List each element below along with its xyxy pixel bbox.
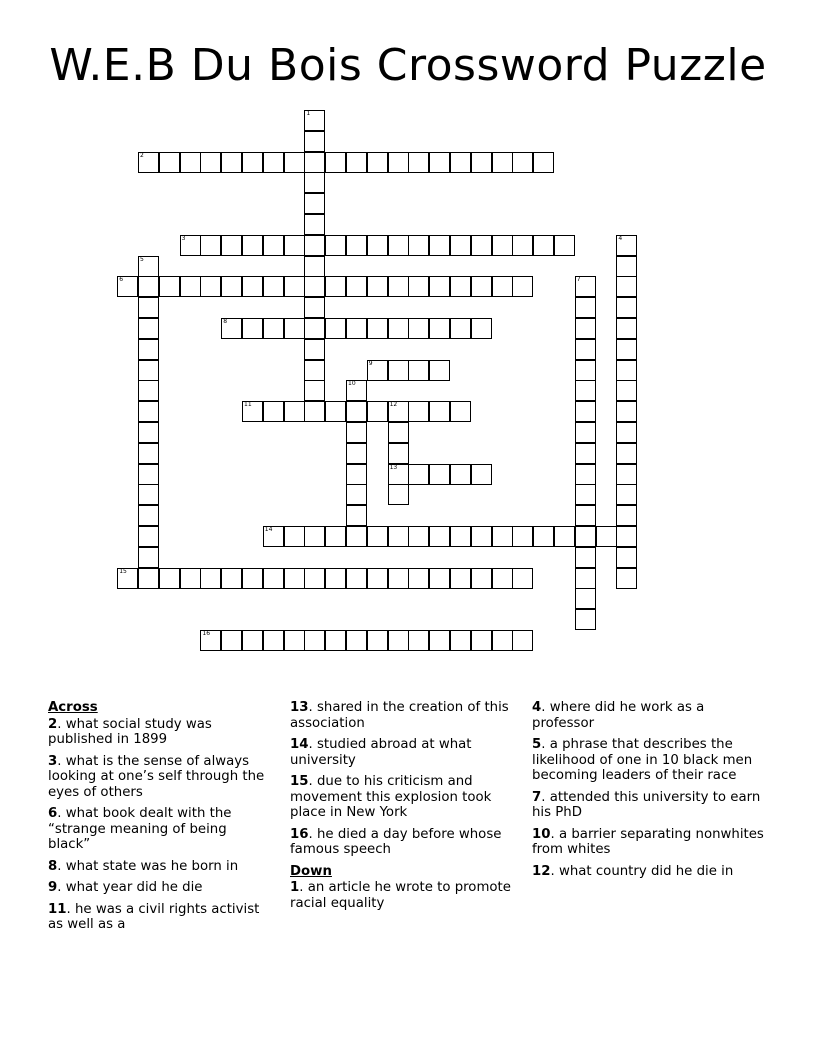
clue-number-label: 15 xyxy=(290,774,309,789)
grid-cell[interactable] xyxy=(492,276,513,297)
grid-cell[interactable] xyxy=(533,526,554,547)
grid-cell[interactable] xyxy=(180,152,201,173)
clue-item: 7. attended this university to earn his PhD xyxy=(532,789,761,820)
clue-text: what social study was published in 1899 xyxy=(48,716,212,747)
grid-cell[interactable] xyxy=(575,526,596,547)
grid-cell[interactable] xyxy=(159,276,180,297)
clue-item: 15. due to his criticism and movement this explosion took place in New York xyxy=(290,774,492,820)
grid-cell[interactable] xyxy=(429,464,450,485)
grid-cell[interactable] xyxy=(138,297,159,318)
grid-cell[interactable] xyxy=(284,568,305,589)
grid-cell[interactable] xyxy=(533,235,554,256)
grid-cell[interactable] xyxy=(200,152,221,173)
clue-number-label: 14 xyxy=(290,737,309,752)
grid-cell[interactable] xyxy=(346,318,367,339)
grid-cell[interactable] xyxy=(408,630,429,651)
grid-cell[interactable] xyxy=(180,276,201,297)
clue-number: 15 xyxy=(119,567,127,575)
clue-number: 12 xyxy=(389,401,398,409)
grid-cell[interactable] xyxy=(138,380,159,401)
clue-text: due to his criticism and movement this explosion took place in New York xyxy=(290,774,492,820)
grid-cell[interactable] xyxy=(471,526,492,547)
grid-cell[interactable] xyxy=(575,464,596,485)
clue-number-label: 1 xyxy=(290,880,300,895)
grid-cell[interactable] xyxy=(284,235,305,256)
grid-cell[interactable] xyxy=(616,422,637,443)
grid-cell[interactable] xyxy=(200,630,221,651)
clue-text: what year did he die xyxy=(65,880,203,895)
grid-cell[interactable] xyxy=(471,630,492,651)
clue-number: 9 xyxy=(368,359,373,367)
grid-cell[interactable] xyxy=(242,276,263,297)
grid-cell[interactable] xyxy=(450,276,471,297)
grid-cell[interactable] xyxy=(471,568,492,589)
clue-number: 2 xyxy=(140,151,144,159)
grid-cell[interactable] xyxy=(346,526,367,547)
grid-cell[interactable] xyxy=(367,235,388,256)
grid-cell[interactable] xyxy=(408,276,429,297)
grid-cell[interactable] xyxy=(616,235,637,256)
grid-cell[interactable] xyxy=(284,526,305,547)
grid-cell[interactable] xyxy=(346,380,367,401)
grid-cell[interactable] xyxy=(284,152,305,173)
grid-cell[interactable] xyxy=(346,401,367,422)
grid-cell[interactable] xyxy=(221,318,242,339)
clue-text: he was a civil rights activist as well as a xyxy=(48,901,260,932)
grid-cell[interactable] xyxy=(304,256,325,277)
grid-cell[interactable] xyxy=(159,152,180,173)
grid-cell[interactable] xyxy=(263,318,284,339)
grid-cell[interactable] xyxy=(284,630,305,651)
grid-cell[interactable] xyxy=(616,464,637,485)
clue-number-label: 11 xyxy=(48,901,67,917)
grid-cell[interactable] xyxy=(616,380,637,401)
clue-text: he died a day before whose famous speech xyxy=(290,826,502,857)
grid-cell[interactable] xyxy=(221,630,242,651)
grid-cell[interactable] xyxy=(616,276,637,297)
grid-cell[interactable] xyxy=(346,443,367,464)
clue-number: 3 xyxy=(181,234,186,242)
grid-cell[interactable] xyxy=(575,568,596,589)
clue-number: 7 xyxy=(576,276,581,284)
grid-cell[interactable] xyxy=(221,276,242,297)
grid-cell[interactable] xyxy=(429,568,450,589)
clue-number-label: 12 xyxy=(532,863,551,879)
clue-item: 1. an article he wrote to promote racial equality xyxy=(290,880,511,911)
grid-cell[interactable] xyxy=(138,547,159,568)
grid-cell[interactable] xyxy=(304,526,325,547)
grid-cell[interactable] xyxy=(304,193,325,214)
grid-cell[interactable] xyxy=(408,464,429,485)
clue-number-label: 8 xyxy=(48,858,58,874)
grid-cell[interactable] xyxy=(346,235,367,256)
grid-cell[interactable] xyxy=(429,360,450,381)
clues-column-1 xyxy=(48,700,270,939)
grid-cell[interactable] xyxy=(388,276,409,297)
grid-cell[interactable] xyxy=(512,276,533,297)
clue-text: an article he wrote to promote racial equality xyxy=(290,880,511,911)
grid-cell[interactable] xyxy=(450,235,471,256)
clue-number-label: 16 xyxy=(290,826,309,842)
grid-cell[interactable] xyxy=(367,526,388,547)
clues-column-2 xyxy=(290,700,516,917)
grid-cell[interactable] xyxy=(367,152,388,173)
clue-item: 14. studied abroad at what university xyxy=(290,737,472,768)
clue-number-label: 7 xyxy=(532,789,542,805)
clue-number: 8 xyxy=(223,318,228,325)
grid-cell[interactable] xyxy=(512,526,533,547)
grid-cell[interactable] xyxy=(616,484,637,505)
grid-cell[interactable] xyxy=(263,526,284,547)
grid-cell[interactable] xyxy=(616,256,637,277)
clue-number: 6 xyxy=(119,276,124,284)
grid-cell[interactable] xyxy=(408,152,429,173)
grid-cell[interactable] xyxy=(325,318,346,339)
clue-number-label: 10 xyxy=(532,826,551,842)
grid-cell[interactable] xyxy=(346,464,367,485)
clue-text: what country did he die in xyxy=(558,863,734,879)
grid-cell[interactable] xyxy=(471,318,492,339)
grid-cell[interactable] xyxy=(242,401,263,422)
grid-cell[interactable] xyxy=(471,152,492,173)
page-title: W.E.B Du Bois Crossword Puzzle xyxy=(49,40,767,91)
clue-item: 6. what book dealt with the “strange meaning of being black” xyxy=(48,806,232,852)
grid-cell[interactable] xyxy=(138,505,159,526)
grid-cell[interactable] xyxy=(450,152,471,173)
grid-cell[interactable] xyxy=(616,318,637,339)
grid-cell[interactable] xyxy=(388,630,409,651)
clue-number: 1 xyxy=(306,110,311,117)
grid-cell[interactable] xyxy=(512,630,533,651)
grid-cell[interactable] xyxy=(221,568,242,589)
clue-item: 2. what social study was published in 1899 xyxy=(48,716,212,747)
grid-cell[interactable] xyxy=(159,568,180,589)
grid-cell[interactable] xyxy=(263,152,284,173)
grid-cell[interactable] xyxy=(616,339,637,360)
grid-cell[interactable] xyxy=(388,360,409,381)
grid-cell[interactable] xyxy=(616,401,637,422)
clue-item: 13. shared in the creation of this association xyxy=(290,700,509,731)
clue-item: 10. a barrier separating nonwhites from whites xyxy=(532,826,764,857)
grid-cell[interactable] xyxy=(304,360,325,381)
grid-cell[interactable] xyxy=(575,609,596,630)
clue-number-label: 5 xyxy=(532,737,542,752)
grid-cell[interactable] xyxy=(450,401,471,422)
grid-cell[interactable] xyxy=(346,505,367,526)
clue-number-label: 13 xyxy=(290,700,309,715)
grid-cell[interactable] xyxy=(138,276,159,297)
grid-cell[interactable] xyxy=(408,318,429,339)
grid-cell[interactable] xyxy=(138,401,159,422)
grid-cell[interactable] xyxy=(450,568,471,589)
grid-cell[interactable] xyxy=(596,526,617,547)
grid-cell[interactable] xyxy=(471,464,492,485)
clue-number-label: 2 xyxy=(48,716,58,732)
grid-cell[interactable] xyxy=(304,568,325,589)
grid-cell[interactable] xyxy=(388,422,409,443)
grid-cell[interactable] xyxy=(388,235,409,256)
grid-cell[interactable] xyxy=(138,339,159,360)
grid-cell[interactable] xyxy=(325,526,346,547)
grid-cell[interactable] xyxy=(616,547,637,568)
grid-cell[interactable] xyxy=(388,526,409,547)
down-heading: Down xyxy=(290,863,332,879)
grid-cell[interactable] xyxy=(304,276,325,297)
grid-cell[interactable] xyxy=(346,484,367,505)
grid-cell[interactable] xyxy=(554,526,575,547)
grid-cell[interactable] xyxy=(200,276,221,297)
grid-cell[interactable] xyxy=(138,318,159,339)
grid-cell[interactable] xyxy=(325,630,346,651)
grid-cell[interactable] xyxy=(533,152,554,173)
grid-cell[interactable] xyxy=(512,235,533,256)
grid-cell[interactable] xyxy=(304,131,325,152)
grid-cell[interactable] xyxy=(304,630,325,651)
grid-cell[interactable] xyxy=(450,318,471,339)
grid-cell[interactable] xyxy=(346,422,367,443)
grid-cell[interactable] xyxy=(200,568,221,589)
grid-cell[interactable] xyxy=(304,401,325,422)
grid-cell[interactable] xyxy=(242,568,263,589)
clue-item: 4. where did he work as a professor xyxy=(532,700,705,731)
clue-text: where did he work as a professor xyxy=(532,700,705,731)
grid-cell[interactable] xyxy=(512,568,533,589)
clue-number-label: 6 xyxy=(48,806,58,821)
clue-text: a phrase that describes the likelihood of one in 10 black men becoming leaders of their race xyxy=(532,737,753,783)
grid-cell[interactable] xyxy=(575,339,596,360)
grid-cell[interactable] xyxy=(138,484,159,505)
grid-cell[interactable] xyxy=(575,360,596,381)
grid-cell[interactable] xyxy=(408,568,429,589)
grid-cell[interactable] xyxy=(367,568,388,589)
grid-cell[interactable] xyxy=(429,630,450,651)
grid-cell[interactable] xyxy=(138,152,159,173)
grid-cell[interactable] xyxy=(242,152,263,173)
grid-cell[interactable] xyxy=(304,110,325,131)
clues-column-3 xyxy=(532,700,768,885)
grid-cell[interactable] xyxy=(221,235,242,256)
grid-cell[interactable] xyxy=(325,401,346,422)
grid-cell[interactable] xyxy=(471,276,492,297)
grid-cell[interactable] xyxy=(575,422,596,443)
clue-text: what book dealt with the “strange meaning of being black” xyxy=(48,806,232,852)
grid-cell[interactable] xyxy=(325,568,346,589)
grid-cell[interactable] xyxy=(388,318,409,339)
clue-text: a barrier separating nonwhites from whites xyxy=(532,826,764,857)
grid-cell[interactable] xyxy=(616,568,637,589)
grid-cell[interactable] xyxy=(616,297,637,318)
grid-cell[interactable] xyxy=(471,235,492,256)
grid-cell[interactable] xyxy=(492,568,513,589)
grid-cell[interactable] xyxy=(388,484,409,505)
grid-cell[interactable] xyxy=(616,443,637,464)
grid-cell[interactable] xyxy=(325,276,346,297)
grid-cell[interactable] xyxy=(388,401,409,422)
grid-cell[interactable] xyxy=(117,568,138,589)
grid-cell[interactable] xyxy=(554,235,575,256)
clue-item: 12. what country did he die in xyxy=(532,863,734,879)
grid-cell[interactable] xyxy=(408,526,429,547)
grid-cell[interactable] xyxy=(180,235,201,256)
clue-text: shared in the creation of this association xyxy=(290,700,509,731)
grid-cell[interactable] xyxy=(429,235,450,256)
grid-cell[interactable] xyxy=(367,276,388,297)
clue-item: 5. a phrase that describes the likelihood of one in 10 black men becoming leaders of their race xyxy=(532,737,753,783)
grid-cell[interactable] xyxy=(408,235,429,256)
grid-cell[interactable] xyxy=(575,547,596,568)
grid-cell[interactable] xyxy=(367,360,388,381)
grid-cell[interactable] xyxy=(284,401,305,422)
across-heading: Across xyxy=(48,700,98,715)
grid-cell[interactable] xyxy=(367,318,388,339)
grid-cell[interactable] xyxy=(138,256,159,277)
grid-cell[interactable] xyxy=(263,630,284,651)
grid-cell[interactable] xyxy=(616,526,637,547)
clue-text: what is the sense of always looking at one’s self through the eyes of others xyxy=(48,753,265,800)
grid-cell[interactable] xyxy=(138,568,159,589)
grid-cell[interactable] xyxy=(388,568,409,589)
grid-cell[interactable] xyxy=(263,276,284,297)
grid-cell[interactable] xyxy=(242,318,263,339)
clue-item: 3. what is the sense of always looking at one’s self through the eyes of others xyxy=(48,753,265,800)
grid-cell[interactable] xyxy=(492,526,513,547)
grid-cell[interactable] xyxy=(575,380,596,401)
clue-item: 9. what year did he die xyxy=(48,880,203,895)
grid-cell[interactable] xyxy=(200,235,221,256)
grid-cell[interactable] xyxy=(575,276,596,297)
grid-cell[interactable] xyxy=(575,443,596,464)
grid-cell[interactable] xyxy=(492,630,513,651)
clue-number-label: 3 xyxy=(48,753,58,769)
grid-cell[interactable] xyxy=(512,152,533,173)
clue-number: 16 xyxy=(202,630,211,637)
clue-text: attended this university to earn his PhD xyxy=(532,789,761,820)
grid-cell[interactable] xyxy=(221,152,242,173)
grid-cell[interactable] xyxy=(304,235,325,256)
clue-text: studied abroad at what university xyxy=(290,737,472,768)
grid-cell[interactable] xyxy=(575,588,596,609)
clue-number: 10 xyxy=(348,380,356,388)
grid-cell[interactable] xyxy=(575,484,596,505)
grid-cell[interactable] xyxy=(429,318,450,339)
grid-cell[interactable] xyxy=(304,214,325,235)
clue-number: 13 xyxy=(389,463,398,471)
grid-cell[interactable] xyxy=(575,505,596,526)
clue-item: 16. he died a day before whose famous speech xyxy=(290,826,502,857)
grid-cell[interactable] xyxy=(450,526,471,547)
grid-cell[interactable] xyxy=(284,318,305,339)
grid-cell[interactable] xyxy=(242,630,263,651)
grid-cell[interactable] xyxy=(138,526,159,547)
grid-cell[interactable] xyxy=(304,172,325,193)
grid-cell[interactable] xyxy=(346,152,367,173)
grid-cell[interactable] xyxy=(138,464,159,485)
grid-cell[interactable] xyxy=(429,152,450,173)
clue-item: 8. what state was he born in xyxy=(48,858,239,874)
grid-cell[interactable] xyxy=(304,152,325,173)
clue-item: 11. he was a civil rights activist as well as a xyxy=(48,901,260,932)
grid-cell[interactable] xyxy=(388,152,409,173)
grid-cell[interactable] xyxy=(346,568,367,589)
grid-cell[interactable] xyxy=(304,318,325,339)
clue-number-label: 9 xyxy=(48,880,58,895)
grid-cell[interactable] xyxy=(492,152,513,173)
grid-cell[interactable] xyxy=(388,443,409,464)
grid-cell[interactable] xyxy=(304,339,325,360)
grid-cell[interactable] xyxy=(408,401,429,422)
grid-cell[interactable] xyxy=(346,276,367,297)
grid-cell[interactable] xyxy=(575,401,596,422)
grid-cell[interactable] xyxy=(325,152,346,173)
grid-cell[interactable] xyxy=(616,360,637,381)
grid-cell[interactable] xyxy=(325,235,346,256)
clue-number: 4 xyxy=(618,234,623,242)
grid-cell[interactable] xyxy=(138,422,159,443)
grid-cell[interactable] xyxy=(242,235,263,256)
grid-cell[interactable] xyxy=(429,276,450,297)
grid-cell[interactable] xyxy=(304,380,325,401)
grid-cell[interactable] xyxy=(284,276,305,297)
grid-cell[interactable] xyxy=(616,505,637,526)
grid-cell[interactable] xyxy=(138,443,159,464)
grid-cell[interactable] xyxy=(263,568,284,589)
clue-number: 11 xyxy=(244,401,252,409)
grid-cell[interactable] xyxy=(429,526,450,547)
grid-cell[interactable] xyxy=(138,360,159,381)
clue-text: what state was he born in xyxy=(65,858,239,874)
grid-cell[interactable] xyxy=(367,630,388,651)
grid-cell[interactable] xyxy=(429,401,450,422)
grid-cell[interactable] xyxy=(408,360,429,381)
grid-cell[interactable] xyxy=(575,297,596,318)
clue-number-label: 4 xyxy=(532,700,542,715)
grid-cell[interactable] xyxy=(263,235,284,256)
grid-cell[interactable] xyxy=(367,401,388,422)
grid-cell[interactable] xyxy=(450,630,471,651)
grid-cell[interactable] xyxy=(388,464,409,485)
grid-cell[interactable] xyxy=(304,297,325,318)
clue-number: 14 xyxy=(264,526,273,533)
grid-cell[interactable] xyxy=(180,568,201,589)
grid-cell[interactable] xyxy=(117,276,138,297)
grid-cell[interactable] xyxy=(492,235,513,256)
grid-cell[interactable] xyxy=(346,630,367,651)
grid-cell[interactable] xyxy=(450,464,471,485)
grid-cell[interactable] xyxy=(575,318,596,339)
clue-number: 5 xyxy=(140,255,144,263)
grid-cell[interactable] xyxy=(263,401,284,422)
